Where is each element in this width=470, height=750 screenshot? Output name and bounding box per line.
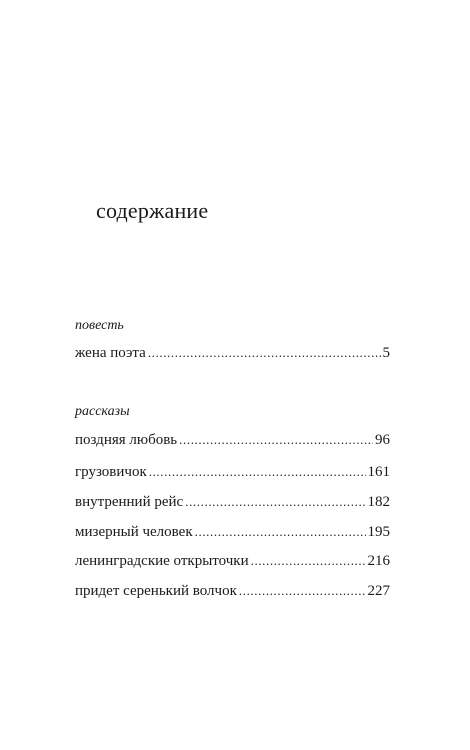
section-heading-novella: повесть [75, 318, 124, 333]
toc-entry-label: грузовичок [75, 464, 147, 480]
toc-entry-label: жена поэта [75, 345, 146, 361]
dot-leader [251, 553, 366, 569]
toc-entry [75, 583, 390, 603]
toc-entry-label: мизерный человек [75, 524, 193, 540]
section-heading-stories: рассказы [75, 404, 130, 419]
toc-title: содержание [96, 198, 209, 223]
toc-entry-page: 5 [382, 345, 390, 361]
toc-entry-label: внутренний рейс [75, 494, 184, 510]
toc-entry [75, 345, 390, 365]
toc-entry-page: 161 [367, 464, 390, 480]
toc-entry [75, 432, 390, 452]
toc-entry [75, 553, 390, 573]
toc-entry-page: 216 [367, 553, 390, 569]
dot-leader [185, 494, 365, 510]
toc-entry [75, 524, 390, 544]
toc-entry-label: поздняя любовь [75, 432, 178, 448]
toc-entry-page: 96 [375, 432, 390, 448]
toc-entry-page: 182 [367, 494, 390, 510]
toc-entry [75, 494, 390, 514]
toc-entry-page: 195 [367, 524, 390, 540]
toc-entry-label: ленинградские открыточки [75, 553, 249, 569]
dot-leader [149, 464, 366, 480]
toc-entry-page: 227 [367, 583, 390, 599]
dot-leader [239, 583, 366, 599]
toc-entry [75, 464, 390, 484]
dot-leader [148, 345, 381, 361]
toc-entry-label: придет серенький волчок [75, 583, 237, 599]
dot-leader [179, 432, 373, 448]
dot-leader [195, 524, 366, 540]
